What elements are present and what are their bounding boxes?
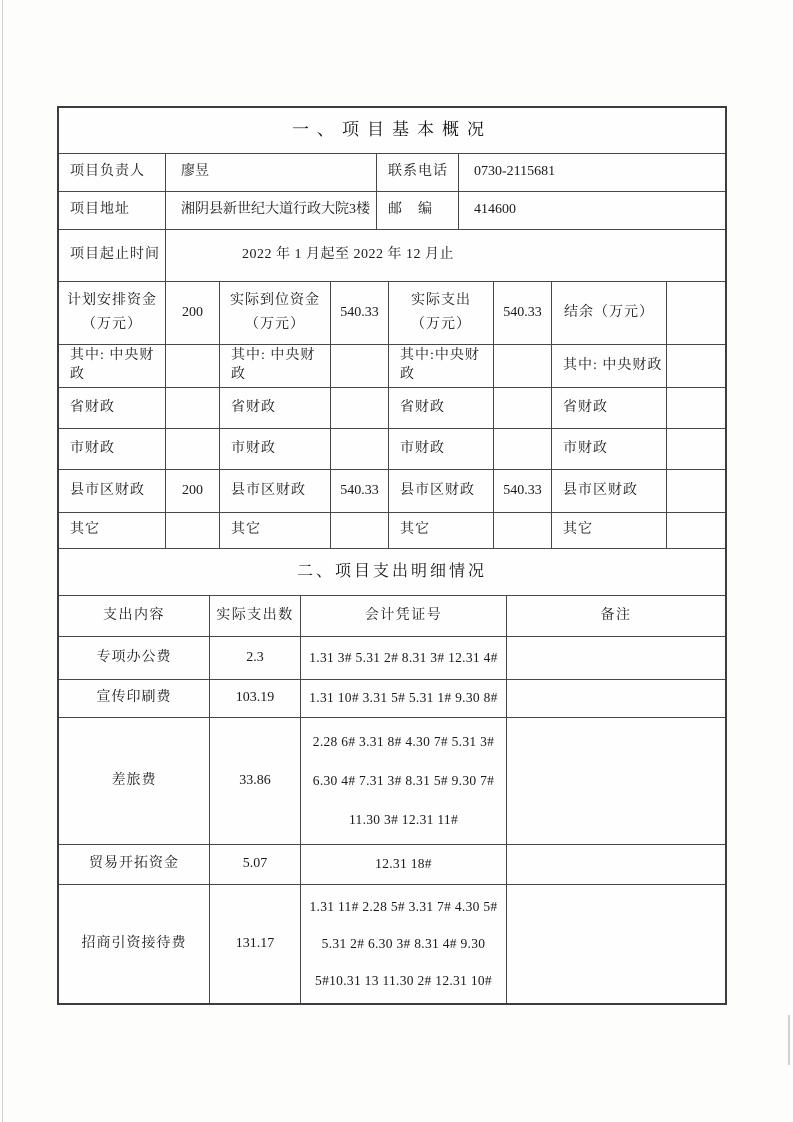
voucher-line: 6.30 4# 7.31 3# 8.31 5# 9.30 7# <box>312 772 495 788</box>
expense-name: 专项办公费 <box>96 649 172 665</box>
expense-header-row <box>59 595 725 636</box>
expense-name: 差旅费 <box>111 772 157 788</box>
funding-label: 其中: 中央财政 <box>551 345 666 387</box>
funding-header-row <box>59 281 725 344</box>
received-funds-value: 540.33 <box>330 282 388 344</box>
expense-amount: 33.86 <box>209 718 300 844</box>
funding-label: 其它 <box>551 513 666 548</box>
voucher-numbers <box>300 680 506 717</box>
funding-label: 省财政 <box>388 388 493 428</box>
funding-label: 省财政 <box>219 388 330 428</box>
funding-label-line: 实际到位资金 <box>230 292 320 308</box>
funding-value <box>493 388 551 428</box>
funding-label-line: （万元） <box>82 317 142 332</box>
funding-value <box>165 429 219 469</box>
expense-row <box>59 844 725 884</box>
planned-funds-label <box>59 282 165 344</box>
funding-label: 省财政 <box>70 399 115 415</box>
address-value: 湘阴县新世纪大道行政大院3楼 <box>165 192 376 229</box>
received-funds-label <box>219 282 330 344</box>
note-cell <box>506 637 725 679</box>
funding-label: 县市区财政 <box>388 470 493 512</box>
voucher-line: 1.31 3# 5.31 2# 8.31 3# 12.31 4# <box>309 649 498 665</box>
funding-value <box>493 429 551 469</box>
manager-label: 项目负责人 <box>70 164 145 180</box>
voucher-numbers <box>300 845 506 884</box>
funding-value <box>666 513 725 548</box>
section1-title-row <box>59 108 725 153</box>
column-header-voucher: 会计凭证号 <box>300 596 506 636</box>
table-row <box>59 229 725 281</box>
table-row <box>59 191 725 229</box>
voucher-line: 12.31 18# <box>375 856 432 872</box>
expense-amount: 2.3 <box>209 637 300 679</box>
column-header-content: 支出内容 <box>103 607 165 623</box>
funding-label-line: 计划安排资金 <box>67 292 157 308</box>
scan-edge-artifact-left <box>2 0 3 1122</box>
funding-value <box>493 345 551 387</box>
voucher-line: 5.31 2# 6.30 3# 8.31 4# 9.30 <box>321 935 486 951</box>
funding-label: 其中: 中央财政 <box>70 348 155 382</box>
project-report-table <box>57 106 727 1005</box>
funding-value <box>666 388 725 428</box>
voucher-line: 5#10.31 13 11.30 2# 12.31 10# <box>315 972 492 988</box>
funding-value <box>165 388 219 428</box>
funding-label-line: 实际支出 <box>411 292 471 308</box>
expense-row <box>59 717 725 844</box>
funding-row-other <box>59 512 725 548</box>
planned-funds-value: 200 <box>165 282 219 344</box>
voucher-line: 11.30 3# 12.31 11# <box>348 812 459 828</box>
expense-name: 宣传印刷费 <box>96 690 172 706</box>
section1-title: 一、项目基本概况 <box>292 120 492 140</box>
expense-row <box>59 636 725 679</box>
expense-name: 贸易开拓资金 <box>89 856 179 872</box>
note-cell <box>506 718 725 844</box>
funding-label: 县市区财政 <box>70 482 145 498</box>
funding-label: 其它 <box>70 522 100 538</box>
funding-value <box>330 388 388 428</box>
scan-edge-artifact-right <box>788 1015 790 1065</box>
phone-label: 联系电话 <box>376 154 458 191</box>
voucher-line: 1.31 11# 2.28 5# 3.31 7# 4.30 5# <box>309 899 498 915</box>
funding-value <box>165 513 219 548</box>
funding-label: 其它 <box>219 513 330 548</box>
funding-label-line: 结余（万元） <box>564 304 654 320</box>
address-label: 项目地址 <box>70 202 130 218</box>
funding-row-province <box>59 387 725 428</box>
funding-label: 市财政 <box>70 440 115 456</box>
funding-row-city <box>59 428 725 469</box>
funding-label-line: （万元） <box>245 317 305 332</box>
postcode-value: 414600 <box>458 192 725 229</box>
expense-name: 招商引资接待费 <box>81 935 187 951</box>
note-cell <box>506 885 725 1003</box>
column-header-amount: 实际支出数 <box>209 596 300 636</box>
voucher-line: 1.31 10# 3.31 5# 5.31 1# 9.30 8# <box>309 690 498 706</box>
funding-value <box>330 429 388 469</box>
funding-value <box>330 345 388 387</box>
funding-value <box>165 345 219 387</box>
funding-label: 其它 <box>388 513 493 548</box>
voucher-numbers <box>300 637 506 679</box>
voucher-numbers <box>300 718 506 844</box>
funding-label: 县市区财政 <box>551 470 666 512</box>
funding-value <box>493 513 551 548</box>
phone-value: 0730-2115681 <box>458 154 725 191</box>
funding-row-central <box>59 344 725 387</box>
note-cell <box>506 845 725 884</box>
funding-value: 540.33 <box>493 470 551 512</box>
funding-label: 县市区财政 <box>219 470 330 512</box>
column-header-note: 备注 <box>506 596 725 636</box>
table-row <box>59 153 725 191</box>
funding-label: 其中:中央财政 <box>388 345 493 387</box>
actual-expense-value: 540.33 <box>493 282 551 344</box>
funding-label: 市财政 <box>219 429 330 469</box>
period-value: 2022 年 1 月起至 2022 年 12 月止 <box>165 230 725 281</box>
funding-label: 其中: 中央财政 <box>219 345 330 387</box>
expense-amount: 131.17 <box>209 885 300 1003</box>
funding-value: 540.33 <box>330 470 388 512</box>
voucher-line: 2.28 6# 3.31 8# 4.30 7# 5.31 3# <box>312 733 495 749</box>
expense-amount: 103.19 <box>209 680 300 717</box>
section2-title: 二、项目支出明细情况 <box>296 563 487 581</box>
funding-label: 省财政 <box>551 388 666 428</box>
note-cell <box>506 680 725 717</box>
funding-value <box>330 513 388 548</box>
funding-value: 200 <box>165 470 219 512</box>
funding-value <box>666 345 725 387</box>
actual-expense-label <box>388 282 493 344</box>
funding-label-line: （万元） <box>411 317 471 332</box>
funding-row-county <box>59 469 725 512</box>
expense-amount: 5.07 <box>209 845 300 884</box>
funding-label: 市财政 <box>551 429 666 469</box>
balance-value <box>666 282 725 344</box>
funding-label: 市财政 <box>388 429 493 469</box>
balance-label <box>551 282 666 344</box>
expense-row <box>59 679 725 717</box>
manager-value: 廖昱 <box>165 154 376 191</box>
expense-row <box>59 884 725 1003</box>
postcode-label: 邮 编 <box>376 192 458 229</box>
section2-title-row <box>59 548 725 595</box>
funding-value <box>666 429 725 469</box>
voucher-numbers <box>300 885 506 1003</box>
period-label: 项目起止时间 <box>70 247 160 263</box>
funding-value <box>666 470 725 512</box>
